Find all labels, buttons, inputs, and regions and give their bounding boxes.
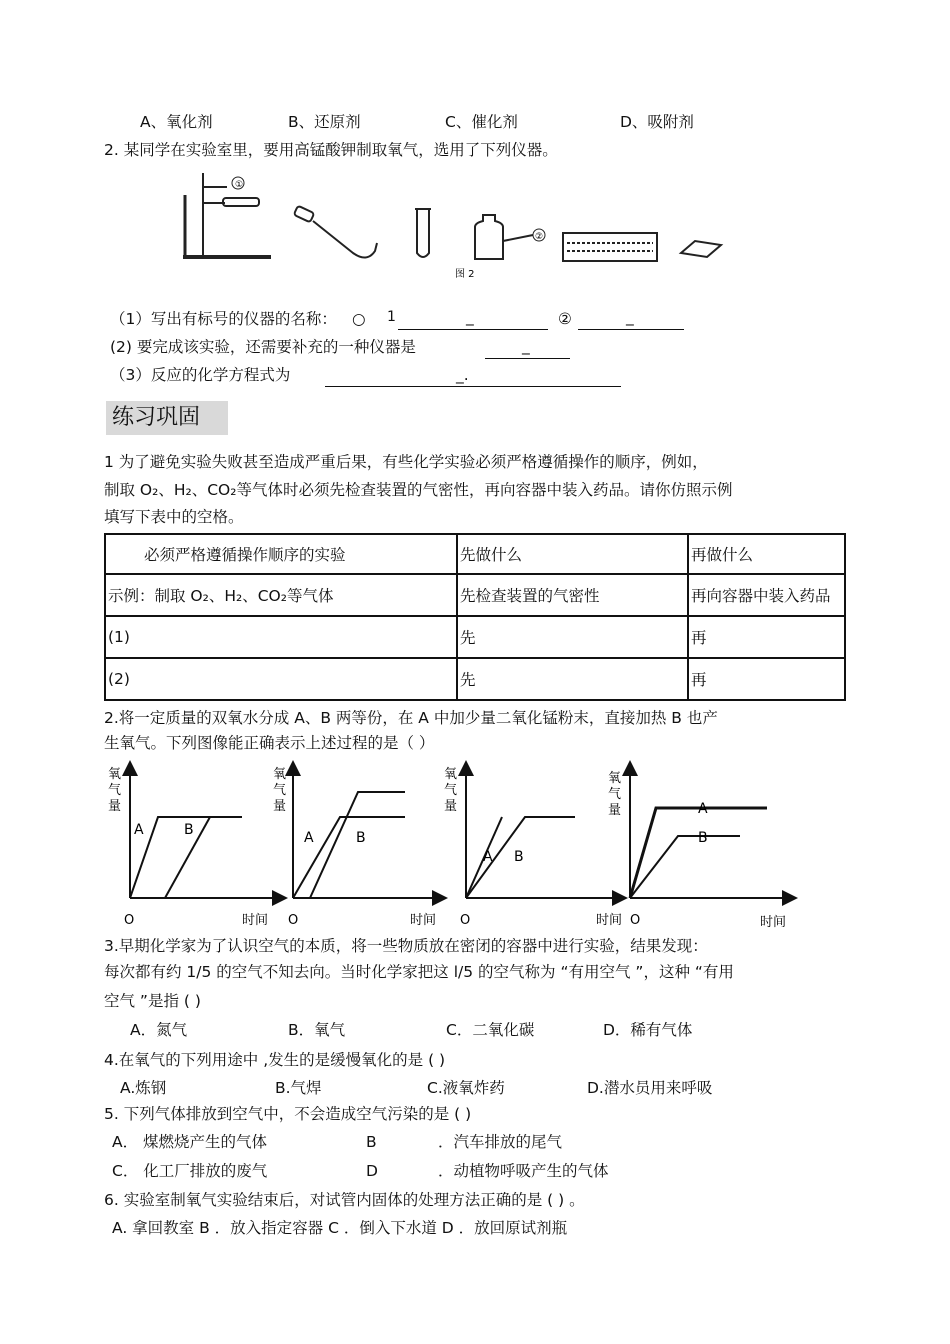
answer-blank-3-mark: _ [522, 337, 530, 355]
graph-4-origin: O [630, 913, 641, 928]
graph-2-ylabel-3: 量 [273, 799, 287, 814]
marker-1-label: ① [235, 180, 244, 190]
delivery-tube [294, 206, 377, 258]
p3-option-b: B．氧气 [288, 1021, 346, 1039]
p4-option-c: C.液氧炸药 [427, 1079, 505, 1097]
q2-stem: 2. 某同学在实验室里，要用高锰酸钾制取氧气，选用了下列仪器。 [104, 141, 558, 159]
table-header-row [105, 534, 845, 574]
q2-sub1-number: 1 [387, 309, 396, 325]
graph-4-ylabel-2: 气 [608, 787, 622, 802]
table-cell: 先检查装置的气密性 [457, 574, 688, 616]
p2-line-1: 2.将一定质量的双氧水分成 A、B 两等份，在 A 中加少量二氧化锰粉末，直接加热 B 也产 [104, 709, 718, 727]
p1-line-3: 填写下表中的空格。 [104, 508, 244, 526]
q1-option-c: C、催化剂 [445, 113, 518, 131]
p4-option-d: D.潜水员用来呼吸 [587, 1079, 713, 1097]
p4-option-a: A.炼钢 [120, 1079, 167, 1097]
p3-option-a: A．氮气 [130, 1021, 188, 1039]
table-header-cell: 再做什么 [688, 534, 845, 574]
figure-caption: 图 2 [455, 269, 475, 280]
graph-4-ylabel-3: 量 [608, 803, 622, 818]
answer-blank-1-mark: _ [466, 308, 474, 326]
iron-stand [183, 173, 271, 257]
p1-line-1: 1 为了避免实验失败甚至造成严重后果，有些化学实验必须严格遵循操作的顺序，例如， [104, 453, 708, 471]
p4-stem: 4.在氧气的下列用途中 ,发生的是缓慢氧化的是 ( ) [104, 1051, 446, 1069]
p1-line-2: 制取 O₂、H₂、CO₂等气体时必须先检查装置的气密性，再向容器中装入药品。请你仿照示例 [104, 481, 733, 499]
p5-option-d: ．动植物呼吸产生的气体 [438, 1162, 609, 1180]
q2-sub1-label: （1）写出有标号的仪器的名称： [110, 310, 337, 328]
p3-line-1: 3.早期化学家为了认识空气的本质，将一些物质放在密闭的容器中进行实验，结果发现： [104, 937, 708, 955]
test-tube [415, 209, 431, 257]
table-cell: 示例：制取 O₂、H₂、CO₂等气体 [105, 574, 457, 616]
graph-4-label-b: B [698, 830, 708, 846]
table-cell[interactable]: 再 [688, 658, 845, 700]
p5-stem: 5. 下列气体排放到空气中，不会造成空气污染的是 ( ) [104, 1105, 472, 1123]
graph-3-ylabel-2: 气 [444, 783, 458, 798]
table-header-cell: 必须严格遵循操作顺序的实验 [105, 534, 457, 574]
p5-option-b-letter: B [366, 1133, 377, 1151]
graph-2-ylabel-2: 气 [273, 783, 287, 798]
apparatus-figure [175, 165, 735, 285]
p3-line-2: 每次都有约 1/5 的空气不知去向。当时化学家把这 l/5 的空气称为 “有用空气 ”，这种 “有用 [104, 963, 734, 981]
table-row[interactable] [105, 658, 845, 700]
graph-1-origin: O [124, 913, 135, 928]
graph-4 [630, 768, 790, 898]
graph-1-ylabel-2: 气 [108, 783, 122, 798]
p2-line-2: 生氧气。下列图像能正确表示上述过程的是（ ） [104, 734, 435, 752]
q1-option-d: D、吸附剂 [620, 113, 694, 131]
table-cell: 再向容器中装入药品 [688, 574, 845, 616]
p3-option-d: D．稀有气体 [603, 1021, 693, 1039]
graph-3-label-b: B [514, 849, 524, 865]
graph-1-label-a: A [134, 822, 144, 838]
graph-2 [293, 768, 440, 898]
answer-blank-2-mark: _ [626, 308, 634, 326]
p6-stem: 6. 实验室制氧气实验结束后，对试管内固体的处理方法正确的是 ( ) 。 [104, 1191, 585, 1209]
gas-bottle [475, 215, 533, 259]
graph-2-label-a: A [304, 830, 314, 846]
q2-sub2-label: (2) 要完成该实验，还需要补充的一种仪器是 [110, 338, 416, 356]
table-row[interactable] [105, 616, 845, 658]
graph-4-xlabel: 时间 [760, 915, 787, 930]
q2-sub1-circle: ○ [352, 310, 366, 328]
p3-line-3: 空气 ”是指 ( ) [104, 992, 201, 1010]
table-cell: (1) [105, 616, 457, 658]
graph-3-xlabel: 时间 [596, 913, 623, 928]
q1-option-a: A、氧化剂 [140, 113, 213, 131]
water-trough [563, 233, 657, 261]
graph-1 [130, 768, 280, 898]
section-title: 练习巩固 [106, 401, 228, 435]
q2-sub3-label: （3）反应的化学方程式为 [110, 366, 291, 384]
q2-sub1-circle-2: ② [558, 310, 572, 328]
table-header-cell: 先做什么 [457, 534, 688, 574]
graph-2-label-b: B [356, 830, 366, 846]
glass-plate [681, 241, 721, 257]
graph-2-origin: O [288, 913, 299, 928]
p5-option-b: ．汽车排放的尾气 [438, 1133, 563, 1151]
table-cell[interactable]: 先 [457, 658, 688, 700]
graph-1-ylabel-3: 量 [108, 799, 122, 814]
graph-1-label-b: B [184, 822, 194, 838]
graph-2-xlabel: 时间 [410, 913, 437, 928]
p6-options: A. 拿回教室 B ．放入指定容器 C ．倒入下水道 D ．放回原试剂瓶 [112, 1219, 568, 1237]
graph-3-label-a: A [483, 849, 493, 865]
graph-1-ylabel-1: 氧 [108, 767, 122, 782]
p4-option-b: B.气焊 [275, 1079, 322, 1097]
graph-4-ylabel-1: 氧 [608, 771, 622, 786]
graph-3 [466, 768, 620, 898]
graph-3-origin: O [460, 913, 471, 928]
graph-4-label-a: A [698, 801, 708, 817]
answer-blank-4-mark: _. [456, 366, 469, 384]
table-row [105, 574, 845, 616]
table-cell[interactable]: 再 [688, 616, 845, 658]
p5-option-d-letter: D [366, 1162, 378, 1180]
table-cell: (2) [105, 658, 457, 700]
marker-2-label: ② [535, 232, 544, 242]
graph-3-ylabel-3: 量 [444, 799, 458, 814]
graph-1-xlabel: 时间 [242, 913, 269, 928]
q1-option-b: B、还原剂 [288, 113, 361, 131]
answer-blank-4[interactable] [325, 368, 621, 387]
p5-option-c: C． 化工厂排放的废气 [112, 1162, 268, 1180]
oxygen-graphs [100, 760, 800, 935]
p5-option-a: A． 煤燃烧产生的气体 [112, 1133, 268, 1151]
graph-3-ylabel-1: 氧 [444, 767, 458, 782]
table-cell[interactable]: 先 [457, 616, 688, 658]
p3-option-c: C．二氧化碳 [446, 1021, 535, 1039]
graph-2-ylabel-1: 氧 [273, 767, 287, 782]
procedure-table [104, 533, 846, 701]
